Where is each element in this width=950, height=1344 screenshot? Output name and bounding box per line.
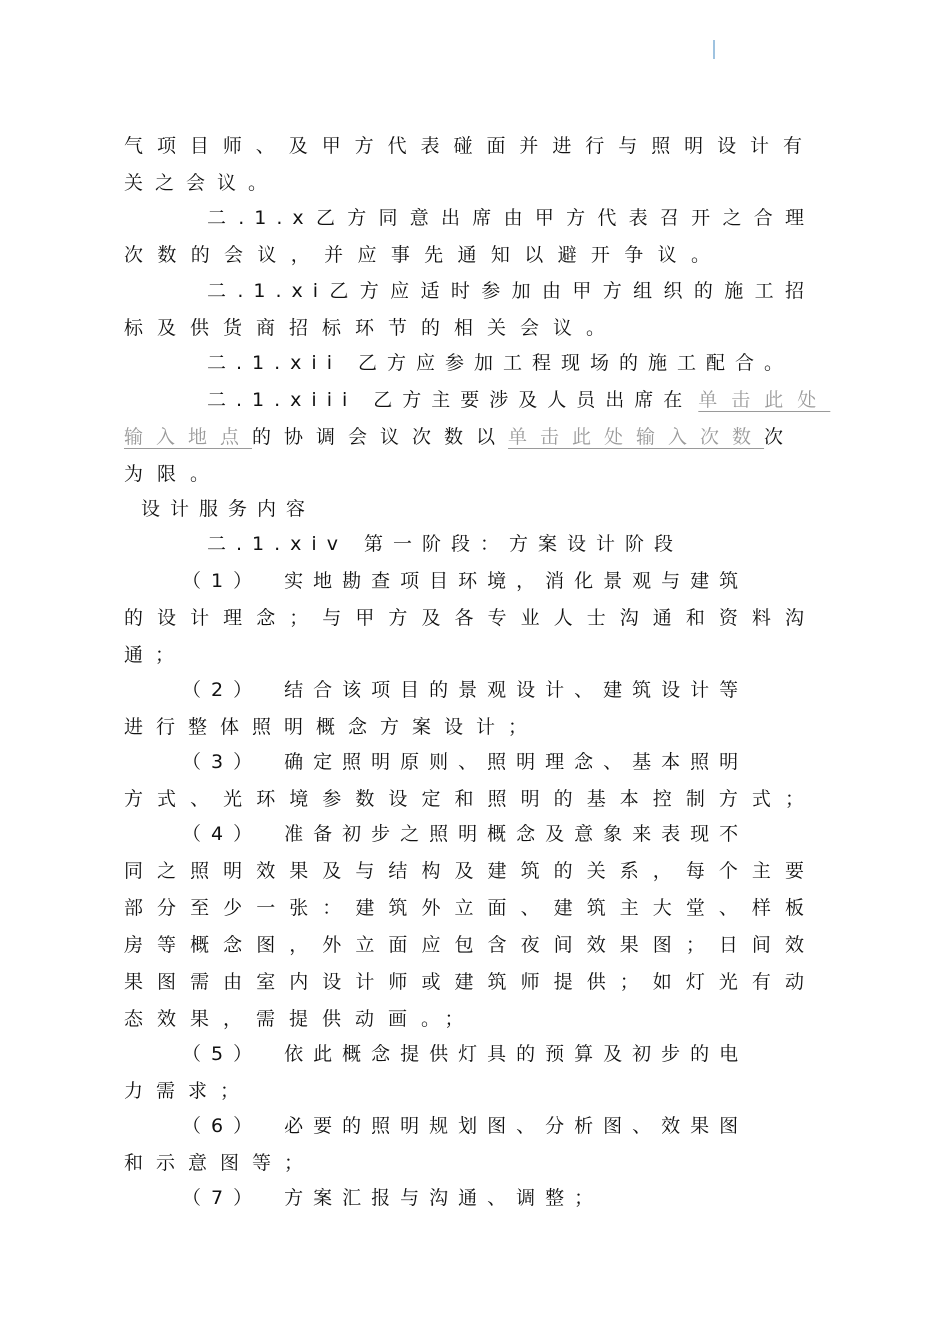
paragraph-line: 态效果，需提供动画。； <box>124 1008 478 1030</box>
paragraph-line: 的设计理念；与甲方及各专业人士沟通和资料沟 <box>124 607 814 629</box>
list-item <box>182 1042 814 1066</box>
item-number: （7） <box>182 1187 263 1209</box>
list-item <box>182 750 814 774</box>
paragraph-line <box>124 425 814 449</box>
item-number: （2） <box>182 679 263 701</box>
clause-text: 的协调会议次数以 <box>252 426 509 448</box>
clause-2-1-xii: 二.1.xii 乙方应参加工程现场的施工配合。 <box>207 352 794 374</box>
paragraph-line: 标及供货商招标环节的相关会议。 <box>124 317 620 339</box>
item-number: （5） <box>182 1043 263 1065</box>
list-item <box>182 822 814 846</box>
list-item <box>182 1114 814 1138</box>
paragraph-line: 力需求； <box>124 1080 253 1102</box>
paragraph-line: 部分至少一张：建筑外立面、建筑主大堂、样板 <box>124 897 814 919</box>
item-text: 依此概念提供灯具的预算及初步的电 <box>284 1043 749 1065</box>
item-number: （4） <box>182 823 263 845</box>
paragraph-line: 次数的会议，并应事先通知以避开争议。 <box>124 244 722 266</box>
list-item <box>182 569 814 593</box>
item-text: 方案汇报与沟通、调整； <box>284 1187 604 1209</box>
item-number: （6） <box>182 1115 263 1137</box>
paragraph-line: 同之照明效果及与结构及建筑的关系，每个主要 <box>124 860 814 882</box>
clause-text: 次 <box>764 426 797 448</box>
paragraph-line: 和示意图等； <box>124 1152 317 1174</box>
clause-2-1-xiii <box>207 388 831 412</box>
item-text: 确定照明原则、照明理念、基本照明 <box>284 751 749 773</box>
item-text: 结合该项目的景观设计、建筑设计等 <box>284 679 749 701</box>
clause-2-1-xiv: 二.1.xiv 第一阶段：方案设计阶段 <box>207 533 683 555</box>
paragraph-line: 为限。 <box>124 463 224 485</box>
location-placeholder-cont[interactable]: 输入地点 <box>124 426 253 448</box>
clause-text: 二.1.xiii 乙方主要涉及人员出席在 <box>207 389 693 411</box>
item-number: （1） <box>182 570 263 592</box>
paragraph-line: 果图需由室内设计师或建筑师提供；如灯光有动 <box>124 971 814 993</box>
item-text: 准备初步之照明概念及意象来表现不 <box>284 823 749 845</box>
item-text: 实地勘查项目环境，消化景观与建筑 <box>284 570 749 592</box>
list-item <box>182 678 814 702</box>
paragraph-line: 进行整体照明概念方案设计； <box>124 716 541 738</box>
paragraph-line: 气项目师、及甲方代表碰面并进行与照明设计有 <box>124 135 814 157</box>
location-placeholder[interactable]: 单击此处 <box>698 389 831 411</box>
paragraph-line: 通； <box>124 644 187 666</box>
paragraph-line: 方式、光环境参数设定和照明的基本控制方式； <box>124 788 814 810</box>
count-placeholder[interactable]: 单击此处输入次数 <box>508 426 765 448</box>
clause-2-1-xi: 二.1.xi乙方应适时参加由甲方组织的施工招 <box>207 280 814 302</box>
section-heading: 设计服务内容 <box>141 498 316 520</box>
page-marker <box>713 40 715 59</box>
item-number: （3） <box>182 751 263 773</box>
item-text: 必要的照明规划图、分析图、效果图 <box>284 1115 749 1137</box>
list-item <box>182 1186 814 1210</box>
clause-2-1-x: 二.1.x乙方同意出席由甲方代表召开之合理 <box>207 207 814 229</box>
paragraph-line: 关之会议。 <box>124 172 280 194</box>
paragraph-line: 房等概念图，外立面应包含夜间效果图；日间效 <box>124 934 814 956</box>
